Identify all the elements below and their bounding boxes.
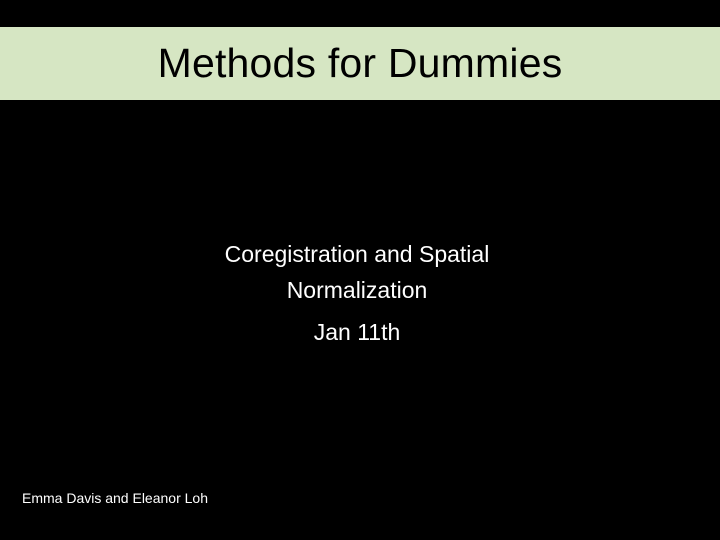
slide-title: Methods for Dummies [157, 40, 563, 86]
subtitle-line-1: Coregistration and Spatial [224, 241, 490, 267]
presentation-date: Jan 11th [313, 319, 401, 345]
author-credits: Emma Davis and Eleanor Loh [22, 490, 208, 506]
title-band [0, 27, 720, 100]
subtitle-line-2: Normalization [286, 277, 428, 303]
subtitle-block [170, 236, 544, 350]
